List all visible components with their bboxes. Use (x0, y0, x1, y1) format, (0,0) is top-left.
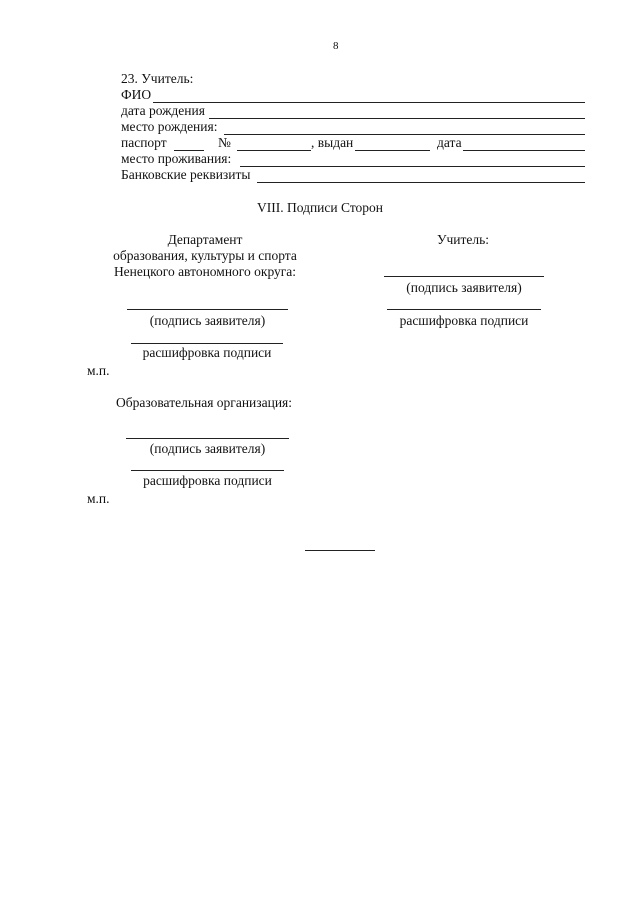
department-signature-caption: (подпись заявителя) (149, 313, 266, 328)
birth-place-field[interactable] (224, 134, 585, 135)
section-title: VIII. Подписи Сторон (256, 200, 384, 215)
birth-date-field[interactable] (209, 118, 585, 119)
passport-issued-label: , выдан (311, 135, 354, 150)
teacher-signature-field[interactable] (384, 276, 544, 277)
birth-place-label: место рождения: (121, 119, 218, 134)
organization-stamp: м.п. (87, 491, 110, 506)
passport-label: паспорт (121, 135, 167, 150)
department-stamp: м.п. (87, 363, 110, 378)
closing-divider (305, 550, 375, 551)
department-decoding-field[interactable] (131, 343, 283, 344)
department-line2: образования, культуры и спорта (113, 248, 297, 263)
organization-title: Образовательная организация: (116, 395, 293, 410)
residence-label: место проживания: (121, 151, 232, 166)
teacher-heading: 23. Учитель: (121, 71, 194, 86)
department-signature-field[interactable] (127, 309, 288, 310)
department-line1: Департамент (167, 232, 243, 247)
residence-field[interactable] (240, 166, 585, 167)
fio-field[interactable] (153, 102, 585, 103)
passport-number-field[interactable] (237, 150, 311, 151)
passport-date-field[interactable] (463, 150, 585, 151)
fio-label: ФИО (121, 87, 152, 102)
birth-date-label: дата рождения (121, 103, 205, 118)
passport-issued-field[interactable] (355, 150, 430, 151)
teacher-party-title: Учитель: (436, 232, 490, 247)
teacher-decoding-field[interactable] (387, 309, 541, 310)
page-number: 8 (333, 40, 339, 52)
department-decoding-caption: расшифровка подписи (142, 345, 272, 360)
teacher-decoding-caption: расшифровка подписи (399, 313, 529, 328)
organization-decoding-caption: расшифровка подписи (143, 473, 272, 488)
passport-date-label: дата (437, 135, 462, 150)
organization-signature-field[interactable] (126, 438, 289, 439)
organization-decoding-field[interactable] (131, 470, 284, 471)
organization-signature-caption: (подпись заявителя) (149, 441, 266, 456)
teacher-signature-caption: (подпись заявителя) (406, 280, 522, 295)
bank-field[interactable] (257, 182, 585, 183)
passport-number-label: № (218, 135, 231, 150)
department-line3: Ненецкого автономного округа: (113, 264, 297, 279)
bank-label: Банковские реквизиты (121, 167, 251, 182)
